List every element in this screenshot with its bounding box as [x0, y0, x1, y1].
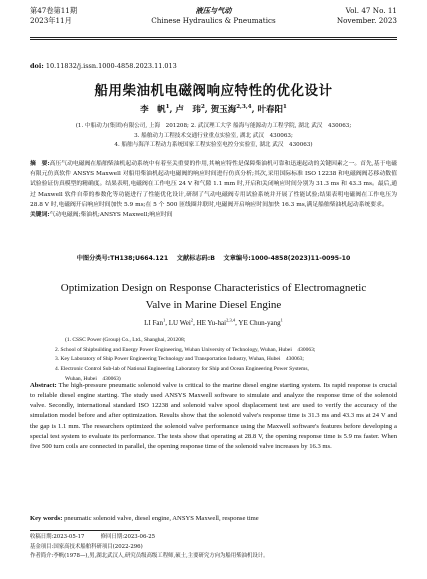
clc-number: TH138;U664.121 — [110, 255, 169, 262]
affiliation-en-line: 4. Electronic Control Sub-lab of National Engineering Laboratory for Ship and Ocean Engineering Power Systems, — [55, 366, 309, 373]
document-code: B — [210, 255, 215, 262]
author-cn: 贺玉海$^{2,3,4}$ — [210, 104, 252, 115]
affiliation-cn-line: 3. 船舶动力工程技术交通行业重点实验室, 湖北 武汉 430063; — [134, 132, 293, 139]
abstract-en — [30, 381, 397, 452]
date-cn: 2023年11月 — [30, 16, 72, 25]
footnote-rule — [30, 530, 140, 531]
header-rule-thick — [30, 37, 397, 38]
abstract-en-text: The high-pressure pneumatic solenoid valve is critical to the marine diesel engine starting system. Its rapid response is crucial to reliable diesel engine starting. The study used ANSYS Maxwell software to simulate and analyze the response time of the solenoid valve. Secondly, international standard ISO 12238 and solenoid valve spool displacement test are used to verify the accuracy of the simulation model before and after optimization. Results show that the solenoid valve's response time is 31.3 ms and 43.3 ms at 24 V and the gap is 1.1 mm. The researchers optimized the solenoid valve performance using the Maxwell software's features before developing a special test system to evaluate its performance. The tests show that operating at 28.8 V, the opening response time is 5.9 ms faster. When five 500 turn coils are connected in parallel, the opening response time of the solenoid valve increases by 16.3 ms. — [30, 382, 398, 450]
title-en: Optimization Design on Response Characteristics of Electromagnetic Valve in Marine Diesel Engine — [60, 282, 367, 311]
affiliation-en-line: 2. School of Shipbuilding and Energy Power Engineering, Wuhan University of Technology, Wuhan, Hubei 430063; — [55, 346, 316, 353]
doi-line — [30, 62, 177, 70]
header-rule-thin — [30, 39, 397, 40]
author-cn: 卢 玮$^2$ — [175, 104, 205, 115]
date-en: November. 2023 — [336, 16, 397, 25]
abstract-cn-label: 摘 要: — [30, 161, 50, 167]
affiliations-en — [55, 336, 397, 385]
abstract-cn — [30, 159, 397, 220]
classification-line: 中图分类号:TH138;U664.121 文献标志码:B 文章编号:1000-4858(2023)11-0095-10 — [76, 255, 351, 262]
abstract-en-label: Abstract: — [30, 382, 57, 389]
abstract-cn-text: 高压气动电磁阀在船舶柴油机起动系统中有着至关重要的作用,其响应特性是保障柴油机可靠和迅速起动的关键因素之一。首先,基于电磁有限元仿真软件 ANSYS Maxwell 对船用柴油机起动电磁阀的响应时间进行仿真分析;其次,采用国际标准 ISO 12238 和电磁阀阀芯移动数值试验验证仿真模型的精确度。结果表明,电磁阀在工作电压 24 V 和气隙 1.1 mm 时,开启和关闭响应时间分别为 31.3 ms 和 43.3 ms。最后,通过 Maxwell 软件自带的参数化等功能进行了性能优化设计,研制了气动电磁阀专用试验系统并开展了性能试验;结果表明电磁阀在工作电压为 28.8 V 时,电磁阀开启响应时间加快 5.9 ms;在 5 个 500 匝线圈并联时,电磁阀开启响应时间加快 16.3 ms,满足船舶柴油机起动系统要求。 — [30, 161, 398, 208]
affiliation-en-line: 3. Key Laboratory of Ship Power Engineering Technology and Transportation Industry, Wuhan, Hubei 430063; — [55, 356, 304, 363]
authors-en: LI Fan$^1$, LU Wei$^2$, HE Yu-hai$^{2,3,4}$, YE Chun-yang$^1$ — [144, 317, 283, 327]
author-en: LU Wei$^2$ — [168, 317, 194, 327]
keywords-cn: 气动电磁阀;柴油机;ANSYS Maxwell;响应时间 — [49, 212, 173, 219]
volume-issue-cn: 第47卷第11期 — [30, 6, 78, 15]
keywords-en-line — [30, 515, 397, 522]
affiliation-cn-line: 4. 船舶与海洋工程动力系统国家工程实验室电控分实验室, 湖北 武汉 430063) — [114, 142, 313, 149]
keywords-cn-label: 关键词: — [30, 212, 50, 219]
affiliations-cn — [30, 122, 397, 151]
footnotes — [30, 533, 397, 562]
keywords-en: pneumatic solenoid valve, diesel engine, ANSYS Maxwell, response time — [64, 515, 259, 522]
footnote-author-bio: 作者简介:李帆(1978—),男,湖北武汉人,研究员级高级工程师,硕士,主要研究方向为船用柴油机设计。 — [30, 553, 269, 560]
affiliation-cn-line: (1. 中船动力(集团)有限公司, 上海 201208; 2. 武汉理工大学 船海与能源动力工程学院, 湖北 武汉 430063; — [75, 123, 352, 129]
doi-label: doi: — [30, 62, 44, 70]
affiliation-en-line: Wuhan, Hubei 430063) — [65, 375, 121, 382]
affiliation-en-line: (1. CSSC Power (Group) Co., Ltd., Shanghai, 201208; — [65, 337, 186, 343]
author-cn: 李 帆$^1$ — [140, 104, 170, 115]
author-en: HE Yu-hai$^{2,3,4}$ — [196, 317, 236, 327]
footnote-dates: 收稿日期:2023-05-17 修回日期:2023-06-25 — [30, 534, 156, 540]
authors-cn: 李 帆$^1$, 卢 玮$^2$, 贺玉海$^{2,3,4}$, 叶春阳$^1$ — [140, 104, 287, 115]
title-cn: 船用柴油机电磁阀响应特性的优化设计 — [94, 83, 333, 99]
journal-name-en: Chinese Hydraulics & Pneumatics — [151, 16, 276, 25]
author-cn: 叶春阳$^1$ — [257, 104, 287, 115]
header-right — [337, 6, 397, 26]
article-number: 1000-4858(2023)11-0095-10 — [250, 255, 351, 262]
author-en: YE Chun-yang$^1$ — [238, 317, 283, 327]
author-en: LI Fan$^1$ — [144, 317, 166, 327]
journal-name-cn: 液压与气动 — [195, 6, 232, 15]
doi-value[interactable]: 10.11832/j.issn.1000-4858.2023.11.013 — [45, 62, 177, 70]
running-header — [30, 6, 397, 36]
volume-issue-en: Vol. 47 No. 11 — [345, 6, 397, 15]
footnote-funding: 基金项目:国家高技术船舶科研项目(2022-296) — [30, 543, 143, 550]
keywords-en-label: Key words: — [30, 515, 63, 522]
